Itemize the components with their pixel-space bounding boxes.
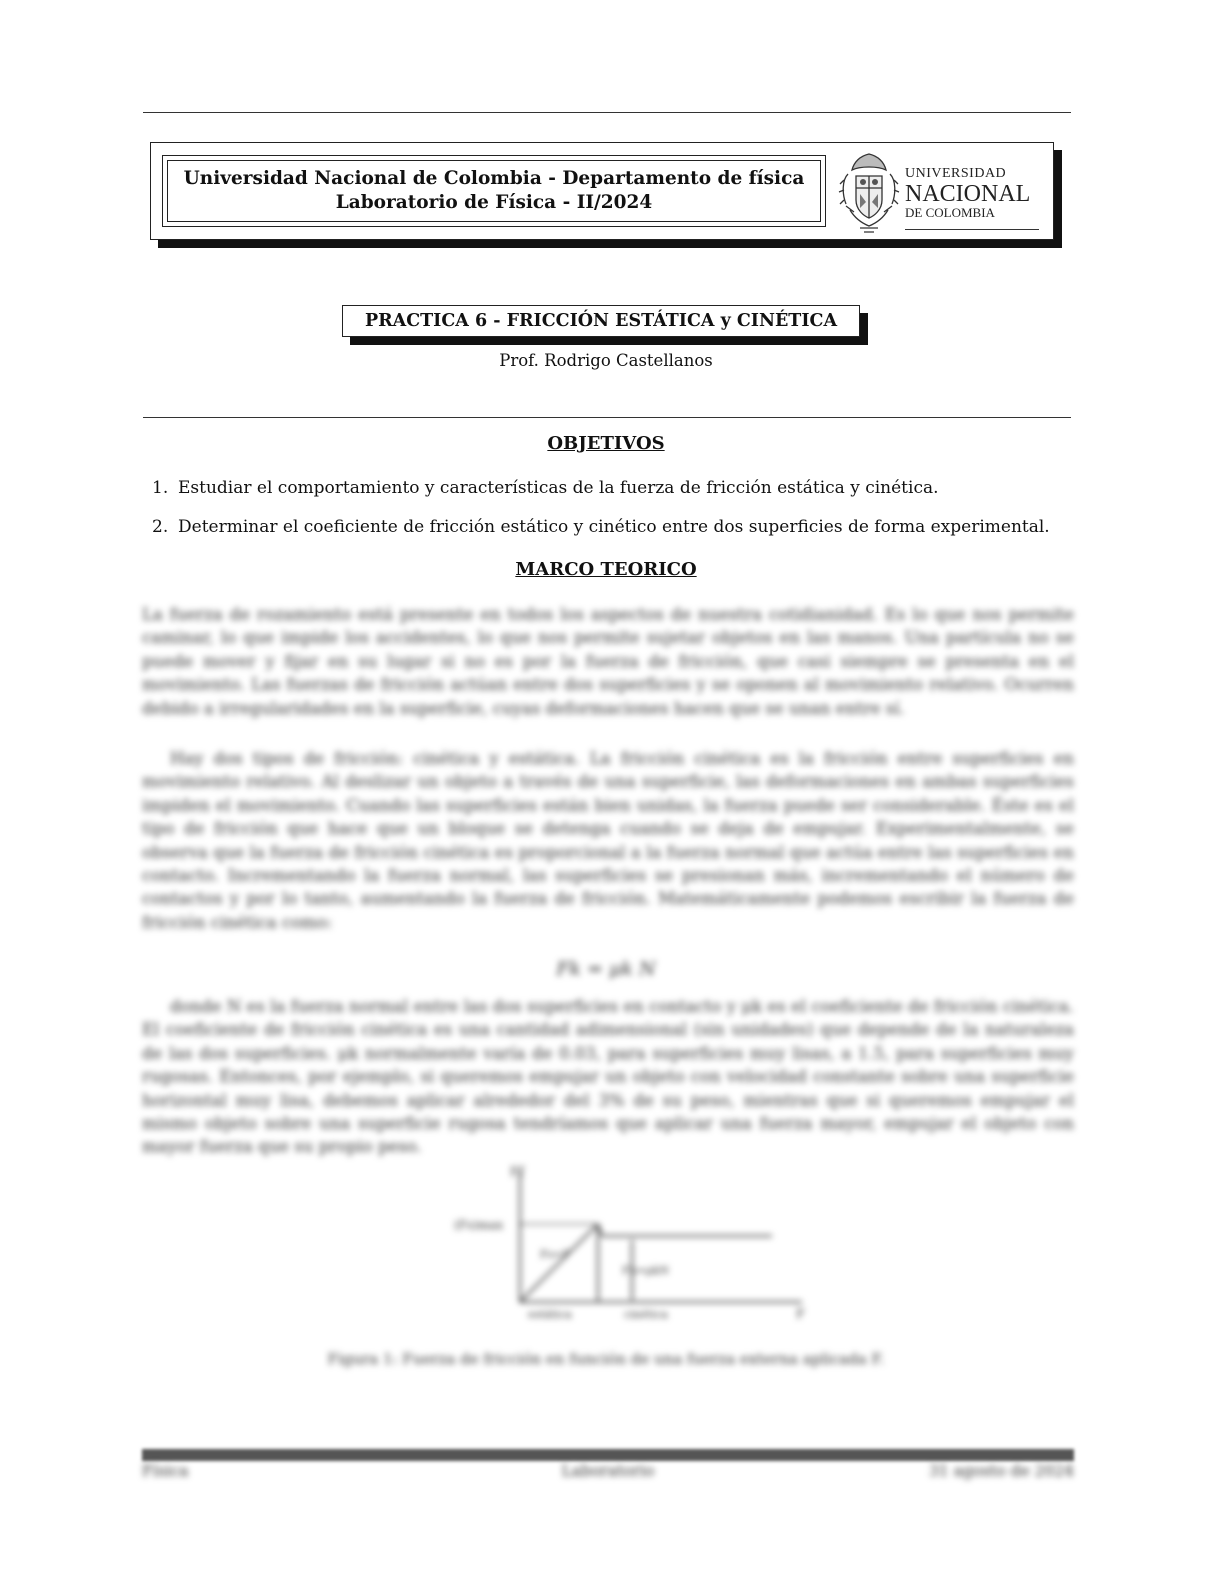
objective-number: 1. — [152, 478, 169, 498]
theory-heading: MARCO TEORICO — [515, 559, 697, 580]
section-rule — [143, 417, 1071, 418]
objective-item — [152, 478, 939, 498]
logo-rule — [905, 229, 1039, 230]
graph-y-label: Ff — [510, 1165, 524, 1180]
objective-number: 2. — [152, 517, 169, 537]
header-title-frame — [162, 155, 826, 227]
logo-wordmark — [905, 166, 1030, 220]
logo-text-top: UNIVERSIDAD — [905, 166, 1007, 181]
figure-caption: Figura 1: Fuerza de fricción en función de una fuerza externa aplicada F. — [327, 1350, 885, 1368]
theory-paragraph-3 — [142, 995, 1074, 1159]
footer-right: 31 agosto de 2024 — [928, 1462, 1074, 1480]
graph-x-kinetic-label: cinética — [624, 1308, 668, 1321]
top-rule — [143, 112, 1071, 113]
coat-of-arms-icon — [838, 150, 900, 234]
header-line-1: Universidad Nacional de Colombia - Departamento de física — [183, 168, 805, 189]
graph-x-label: F — [796, 1307, 806, 1322]
friction-formula: Fk = μk N — [556, 958, 656, 980]
objective-text: Estudiar el comportamiento y características de la fuerza de fricción estática y cinética. — [178, 478, 939, 498]
footer-center: Laboratorio — [561, 1462, 655, 1480]
author: Prof. Rodrigo Castellanos — [499, 351, 713, 370]
graph-kinetic-label: Fk=μkN — [622, 1264, 669, 1277]
header-line-2: Laboratorio de Física - II/2024 — [335, 192, 653, 213]
paragraph-text: Hay dos tipos de fricción: cinética y estática. La fricción cinética es la fricción entre superficies en movimiento relativo. Al deslizar un objeto a través de una superficie, las deformaciones en ambas superficies impiden el movimiento. Cuando las superficies están bien unidas, la fuerza puede ser considerable. Éste es el tipo de fricción que hace que un bloque se detenga cuando se deja de empujar. Experimentalmente, se observa que la fuerza de fricción cinética es proporcional a la fuerza normal que actúa entre las superficies en contacto. Incrementando la fuerza normal, las superficies se presionan más, incrementando el número de contactos y por lo tanto, aumentando la fuerza de fricción. Matemáticamente podemos escribir la fuerza de fricción cinética como: — [142, 749, 1074, 932]
objectives-heading: OBJETIVOS — [547, 433, 665, 454]
paragraph-text: La fuerza de rozamiento está presente en todos los aspectos de nuestra cotidianidad. Es lo que nos permite caminar, lo que impide los accidentes, lo que nos permite sujetar objetos en las manos. Una partícula no se puede mover y fijar en su lugar si no es por la fuerza de fricción, que casi siempre se presenta en el movimiento. Las fuerzas de fricción actúan entre dos superficies y se oponen al movimiento relativo. Ocurren debido a irregularidades en la superficie, cuyas deformaciones hacen que se unan entre sí. — [142, 605, 1074, 718]
university-logo — [838, 150, 1043, 234]
paragraph-text: donde N es la fuerza normal entre las dos superficies en contacto y μk es el coeficiente de fricción cinética. El coeficiente de fricción cinética es una cantidad adimensional (sin unidades) que depende de la naturaleza de las dos superficies. μk normalmente varía de 0.03, para superficies muy lisas, a 1.5, para superficies muy rugosas. Entonces, por ejemplo, si queremos empujar un objeto con velocidad constante sobre una superficie horizontal muy lisa, debemos aplicar alrededor del 3% de su peso, mientras que si queremos empujar el mismo objeto sobre una superficie rugosa tendríamos que aplicar una fuerza mayor, empujar el objeto con mayor fuerza que su propio peso. — [142, 997, 1074, 1157]
footer-bar — [142, 1449, 1074, 1461]
graph-static-line — [520, 1224, 598, 1302]
logo-text-main: NACIONAL — [905, 181, 1031, 207]
objective-text: Determinar el coeficiente de fricción estático y cinético entre dos superficies de forma experimental. — [178, 517, 1050, 537]
document-title: PRACTICA 6 - FRICCIÓN ESTÁTICA y CINÉTICA — [342, 305, 860, 337]
graph-max-label: (Fs)max — [454, 1218, 504, 1232]
friction-graph — [452, 1162, 832, 1332]
theory-paragraph-2 — [142, 747, 1074, 934]
graph-x-static-label: estática — [528, 1308, 572, 1321]
theory-paragraph-1 — [142, 603, 1074, 720]
graph-static-label: Fs=F — [540, 1248, 571, 1261]
logo-text-bottom: DE COLOMBIA — [905, 205, 995, 220]
objective-item — [152, 517, 1050, 537]
footer-left: Física — [142, 1462, 189, 1480]
